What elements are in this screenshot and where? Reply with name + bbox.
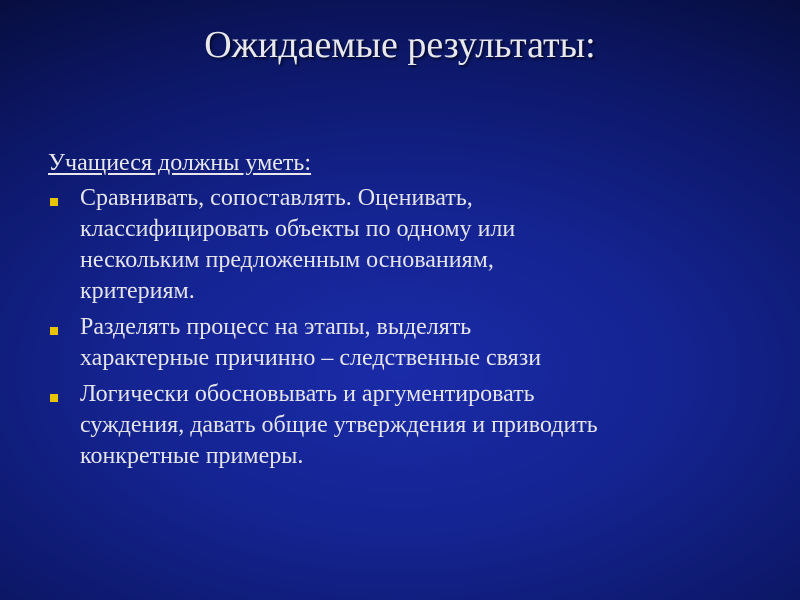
list-item-line: классифицировать объекты по одному или — [80, 216, 516, 242]
list-item-line: характерные причинно – следственные связи — [80, 345, 542, 371]
square-bullet-icon — [50, 394, 58, 402]
list-item-line: Разделять процесс на этапы, выделять — [80, 314, 472, 340]
list-item-line: конкретные примеры. — [80, 443, 304, 469]
subheading: Учащиеся должны уметь: — [48, 150, 312, 176]
list-item-line: критериям. — [80, 278, 195, 304]
square-bullet-icon — [50, 198, 58, 206]
list-item — [48, 183, 768, 307]
list-item-line: суждения, давать общие утверждения и приводить — [80, 412, 598, 438]
list-item-line: Сравнивать, сопоставлять. Оценивать, — [80, 185, 473, 211]
list-item-line: Логически обосновывать и аргументировать — [80, 381, 535, 407]
slide-body — [48, 148, 768, 472]
slide-title: Ожидаемые результаты: — [204, 24, 596, 66]
square-bullet-icon — [50, 327, 58, 335]
list-item — [48, 379, 768, 472]
list-item-line: нескольким предложенным основаниям, — [80, 247, 494, 273]
bullet-list — [48, 183, 768, 472]
list-item — [48, 312, 768, 374]
